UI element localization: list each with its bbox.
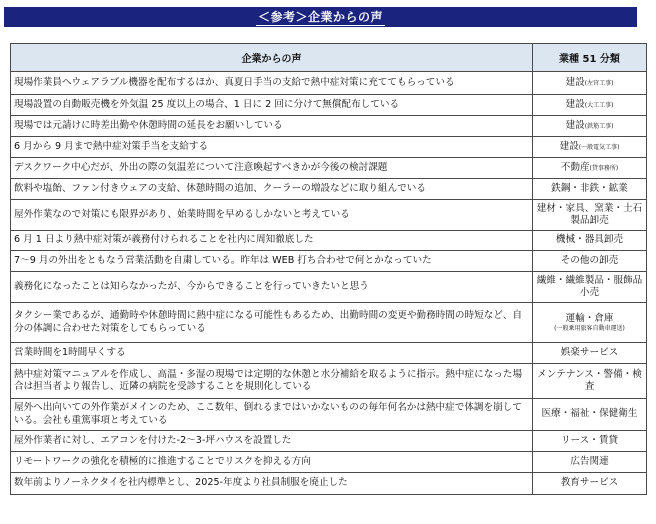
industry-note: (貸事務所) <box>589 164 619 172</box>
voice-cell: 現場では元請けに時差出勤や休憩時間の延長をお願いしている <box>11 116 533 137</box>
voice-cell: 数年前よりノーネクタイを社内標準とし、2025-年度より社員制服を廃止した <box>11 473 533 495</box>
industry-cell <box>533 116 647 137</box>
banner-title: ＜参考＞企業からの声 <box>257 10 383 24</box>
industry-label: 建設 <box>565 98 585 110</box>
voice-cell: 飲料や塩飴、ファン付きウェアの支給、休憩時間の追加、クーラーの増設などに取り組んでいる <box>11 179 533 200</box>
table-row <box>11 303 647 343</box>
industry-cell: 広告関連 <box>533 452 647 473</box>
table-row <box>11 72 647 95</box>
table-row <box>11 399 647 431</box>
table-row <box>11 473 647 495</box>
industry-cell <box>533 95 647 116</box>
company-voice-table <box>10 43 647 495</box>
table-row <box>11 251 647 272</box>
voice-cell: 現場作業員へウェアラブル機器を配布するほか、真夏日手当の支給で熱中症対策に充ててもらっている <box>11 72 533 95</box>
voice-cell: リモートワークの強化を積極的に推進することでリスクを抑える方向 <box>11 452 533 473</box>
industry-label: 建設 <box>565 119 585 131</box>
table-row <box>11 137 647 158</box>
industry-cell: 繊維・繊維製品・服飾品小売 <box>533 272 647 303</box>
voice-cell: 現場設置の自動販売機を外気温 25 度以上の場合、1 日に 2 回に分けて無償配布している <box>11 95 533 116</box>
voice-cell: デスクワーク中心だが、外出の際の気温差について注意喚起すべきかが今後の検討課題 <box>11 158 533 179</box>
table-row <box>11 179 647 200</box>
industry-cell: 教育サービス <box>533 473 647 495</box>
table-row <box>11 452 647 473</box>
industry-cell: 医療・福祉・保健衛生 <box>533 399 647 431</box>
voice-cell: 6 月 1 日より熱中症対策が義務付けられることを社内に周知徹底した <box>11 231 533 251</box>
voice-cell: 屋外作業者に対し、エアコンを付けた-2～3-坪ハウスを設置した <box>11 431 533 452</box>
industry-cell <box>533 72 647 95</box>
voice-cell: 熱中症対策マニュアルを作成し、高温・多湿の現場では定期的な休憩と水分補給を取るように指示。熱中症になった場合は担当者より報告し、近隣の病院を受診することを規則化している <box>11 364 533 399</box>
industry-cell: その他の卸売 <box>533 251 647 272</box>
voice-cell: 6 月から 9 月まで熱中症対策手当を支給する <box>11 137 533 158</box>
industry-note: (鉄筋工事) <box>584 122 614 130</box>
voice-cell: 義務化になったことは知らなかったが、今からできることを行っていきたいと思う <box>11 272 533 303</box>
voice-cell: 営業時間を1時間早くする <box>11 343 533 364</box>
table-row <box>11 364 647 399</box>
industry-cell: リース・賃貸 <box>533 431 647 452</box>
industry-label: 建設 <box>565 76 585 88</box>
table-row <box>11 431 647 452</box>
voice-cell: 屋外作業なので対策にも限界があり、始業時間を早めるしかないと考えている <box>11 200 533 231</box>
reference-banner <box>4 7 637 27</box>
table-row <box>11 200 647 231</box>
industry-note: (一般電気工事) <box>578 143 620 151</box>
industry-cell <box>533 158 647 179</box>
industry-note: (大工工事) <box>584 101 614 109</box>
industry-note: (一般乗用旅客自動車運送) <box>554 325 625 333</box>
industry-cell: 娯楽サービス <box>533 343 647 364</box>
table-row <box>11 231 647 251</box>
industry-note: (左官工事) <box>584 79 614 87</box>
table-row <box>11 116 647 137</box>
industry-cell <box>533 303 647 343</box>
industry-label: 建設 <box>559 140 579 152</box>
industry-cell <box>533 137 647 158</box>
industry-cell: メンテナンス・警備・検査 <box>533 364 647 399</box>
table-row <box>11 343 647 364</box>
voice-cell: タクシー業であるが、通勤時や休憩時間に熱中症になる可能性もあるため、出勤時間の変更や勤務時間の時短など、自分の体調に合わせた対策をしてもらっている <box>11 303 533 343</box>
industry-label: 運輸・倉庫 <box>565 312 614 324</box>
table-row <box>11 158 647 179</box>
header-voice: 企業からの声 <box>11 44 533 72</box>
table-header-row <box>11 44 647 72</box>
voice-cell: 屋外へ出向いての外作業がメインのため、ここ数年、倒れるまではいかないものの毎年何名かは熱中症で体調を崩している。会社も重篤事項と考えている <box>11 399 533 431</box>
industry-cell: 鉄鋼・非鉄・鉱業 <box>533 179 647 200</box>
industry-cell: 建材・家具、窯業・土石製品卸売 <box>533 200 647 231</box>
table-row <box>11 95 647 116</box>
header-industry: 業種 51 分類 <box>533 44 647 72</box>
industry-cell: 機械・器具卸売 <box>533 231 647 251</box>
industry-label: 不動産 <box>560 161 590 173</box>
table-row <box>11 272 647 303</box>
voice-cell: 7～9 月の外出をともなう営業活動を自粛している。昨年は WEB 打ち合わせで何とかなっていた <box>11 251 533 272</box>
